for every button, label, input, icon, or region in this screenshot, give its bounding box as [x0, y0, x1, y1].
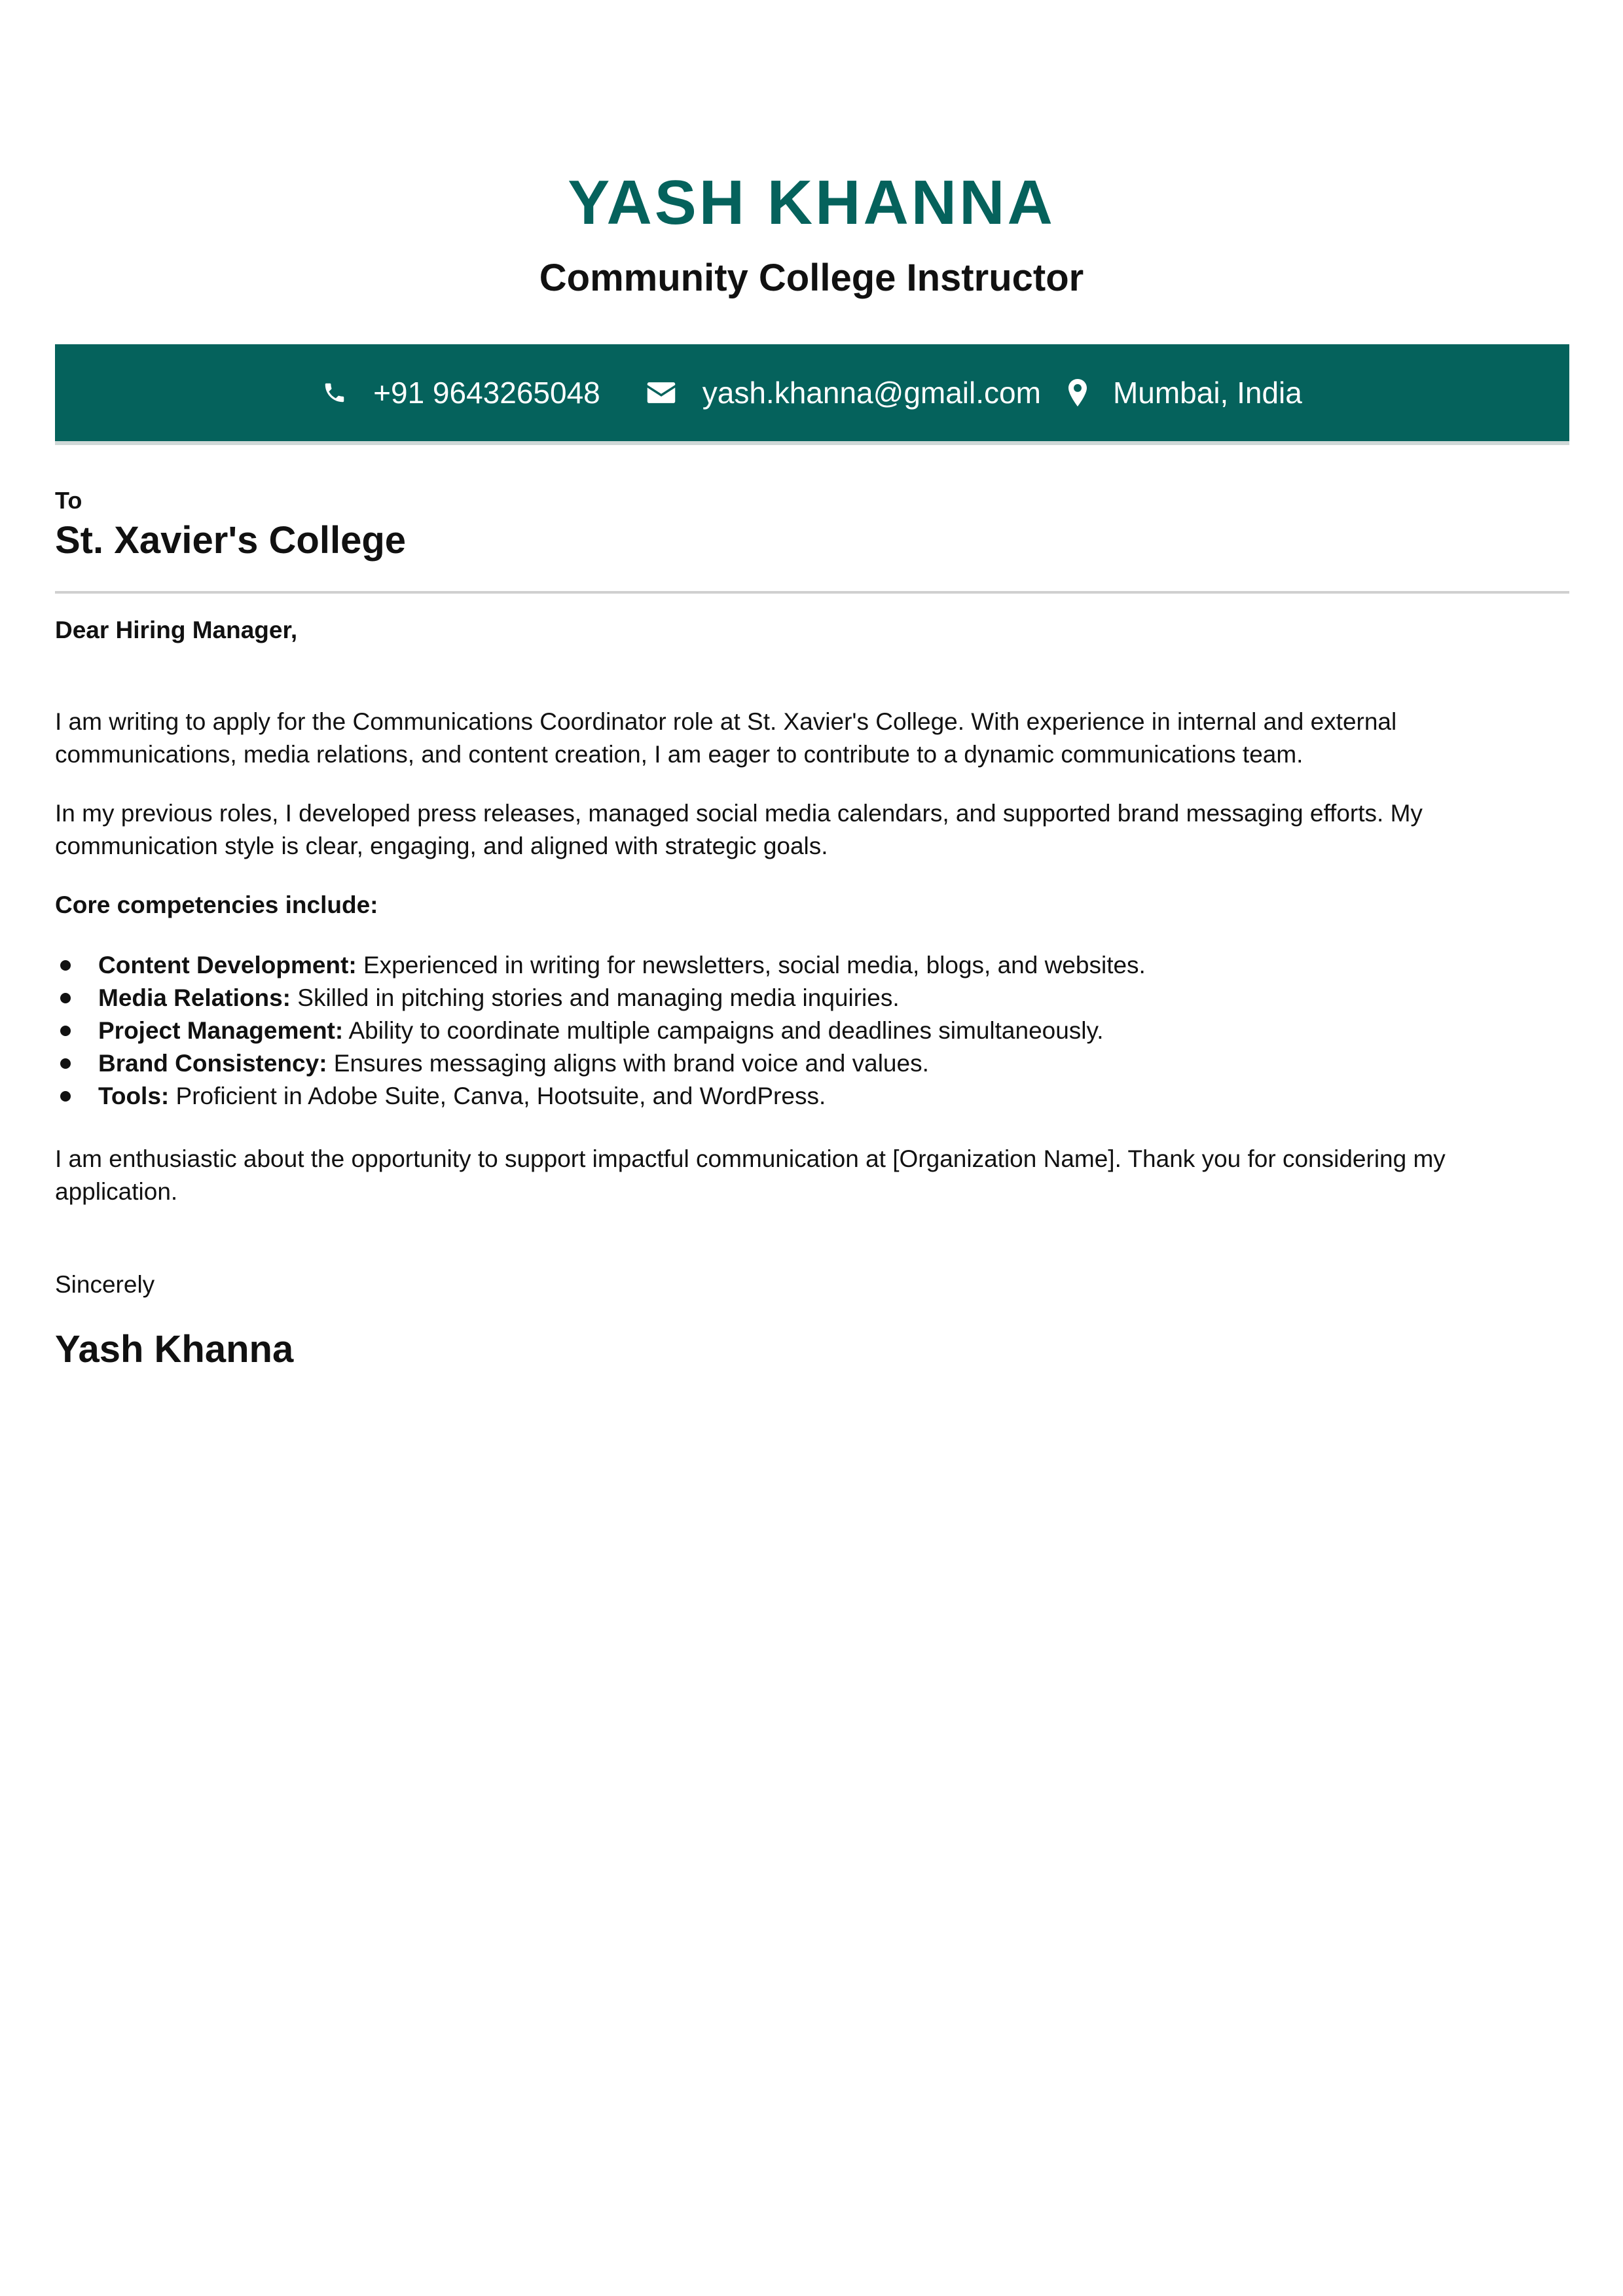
competency-text: Proficient in Adobe Suite, Canva, Hootsuite, and WordPress.: [169, 1083, 826, 1109]
competency-text: Ability to coordinate multiple campaigns and deadlines simultaneously.: [343, 1017, 1104, 1044]
signature-name: Yash Khanna: [55, 1328, 294, 1371]
contact-phone: [322, 375, 600, 410]
list-item: [55, 982, 1535, 1014]
recipient-to-label: To: [55, 487, 82, 514]
bullet-icon: [60, 993, 71, 1003]
competency-text: Ensures messaging aligns with brand voice and values.: [327, 1050, 929, 1077]
phone-number[interactable]: +91 9643265048: [373, 376, 600, 410]
bullet-icon: [60, 1091, 71, 1102]
competencies-heading: Core competencies include:: [55, 891, 378, 918]
competency-term: Project Management:: [98, 1017, 344, 1044]
contact-email: [646, 375, 1041, 410]
competency-term: Brand Consistency:: [98, 1050, 327, 1077]
list-item: [55, 1014, 1535, 1047]
list-item: [55, 1047, 1535, 1080]
contact-bar: [55, 344, 1569, 445]
applicant-name: YASH KHANNA: [568, 168, 1055, 238]
competency-term: Media Relations:: [98, 984, 291, 1011]
envelope-icon: [646, 381, 676, 404]
section-divider: [55, 591, 1569, 594]
paragraph-closing: I am enthusiastic about the opportunity to support impactful communication at [Organization Name]. Thank you for considering my application.: [55, 1145, 1446, 1205]
competency-text: Skilled in pitching stories and managing media inquiries.: [291, 984, 900, 1011]
competency-term: Content Development:: [98, 952, 357, 978]
list-item: [55, 1080, 1535, 1113]
competency-term: Tools:: [98, 1083, 170, 1109]
competency-text: Experienced in writing for newsletters, social media, blogs, and websites.: [356, 952, 1146, 978]
bullet-icon: [60, 960, 71, 971]
job-title: Community College Instructor: [539, 257, 1084, 299]
contact-location: [1068, 375, 1302, 410]
bullet-icon: [60, 1026, 71, 1036]
salutation: Dear Hiring Manager,: [55, 617, 298, 643]
competencies-list: [55, 949, 1535, 1113]
email-address[interactable]: yash.khanna@gmail.com: [702, 376, 1041, 410]
phone-icon: [322, 380, 347, 405]
paragraph-intro: I am writing to apply for the Communications Coordinator role at St. Xavier's College. With experience in internal and external communications, media relations, and content creation, I am eager to contribute to a dynamic communications team.: [55, 708, 1397, 768]
closing-phrase: Sincerely: [55, 1271, 155, 1298]
list-item: [55, 949, 1535, 982]
paragraph-experience: In my previous roles, I developed press releases, managed social media calendars, and supported brand messaging efforts. My communication style is clear, engaging, and aligned with strategic goals.: [55, 800, 1423, 859]
map-pin-icon: [1068, 379, 1087, 406]
location-text: Mumbai, India: [1112, 376, 1302, 410]
recipient-organization: St. Xavier's College: [55, 519, 407, 562]
bullet-icon: [60, 1058, 71, 1069]
